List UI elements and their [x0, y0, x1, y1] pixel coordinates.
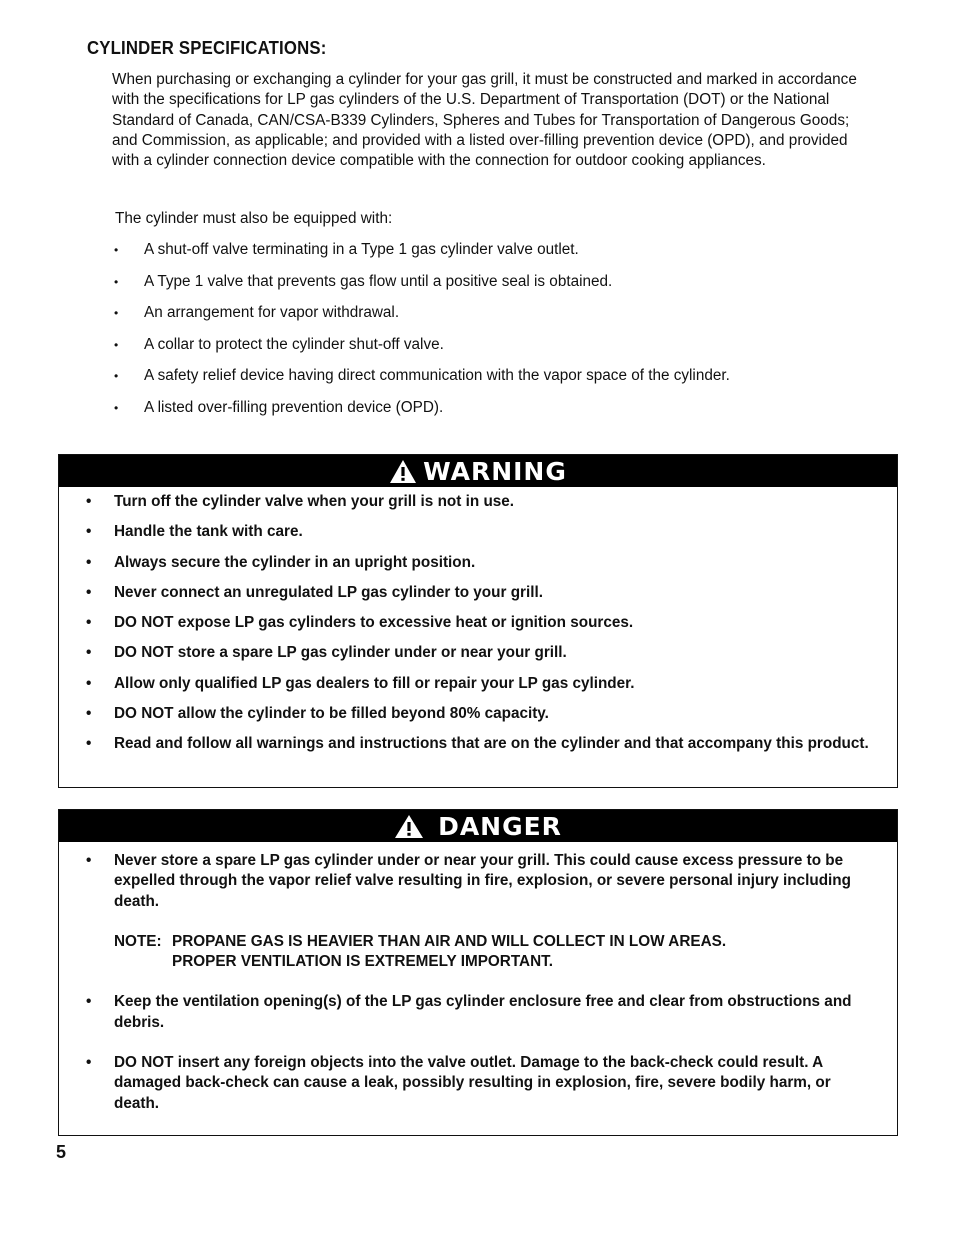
list-item: • A safety relief device having direct communication with the vapor space of the cylinder.: [114, 367, 730, 384]
list-item: • A collar to protect the cylinder shut-off valve.: [114, 335, 444, 353]
list-item: • DO NOT expose LP gas cylinders to excessive heat or ignition sources.: [86, 614, 634, 632]
list-item: • Read and follow all warnings and instructions that are on the cylinder and that accompany this product.: [86, 735, 869, 753]
list-item: • DO NOT insert any foreign objects into the valve outlet. Damage to the back-check could result. A damaged back-check can cause a leak, possibly resulting in explosion, fire, severe bodily harm, or death.: [86, 1054, 831, 1112]
warning-header: [59, 455, 897, 487]
note-line: PROPER VENTILATION IS EXTREMELY IMPORTANT.: [172, 953, 554, 971]
list-item: • Allow only qualified LP gas dealers to fill or repair your LP gas cylinder.: [86, 674, 635, 692]
note-line: PROPANE GAS IS HEAVIER THAN AIR AND WILL COLLECT IN LOW AREAS.: [172, 932, 727, 950]
warning-box: [58, 454, 898, 788]
danger-list: [59, 842, 897, 912]
danger-list-continued: [59, 972, 897, 1113]
warning-triangle-icon: [389, 459, 417, 484]
list-item: • Never connect an unregulated LP gas cylinder to your grill.: [86, 583, 543, 601]
danger-note: [59, 932, 897, 973]
list-item: • A shut-off valve terminating in a Type 1 gas cylinder valve outlet.: [114, 241, 579, 258]
list-item: • Never store a spare LP gas cylinder under or near your grill. This could cause excess pressure to be expelled through the vapor relief valve resulting in fire, explosion, or severe personal injury including death.: [86, 852, 851, 910]
list-item: • An arrangement for vapor withdrawal.: [114, 304, 400, 321]
warning-label: WARNING: [423, 456, 567, 486]
danger-label: DANGER: [438, 811, 562, 841]
equipment-list: [112, 240, 872, 429]
warning-triangle-icon: [394, 814, 424, 839]
list-item: • Always secure the cylinder in an upright position.: [86, 553, 476, 571]
list-item: • A Type 1 valve that prevents gas flow until a positive seal is obtained.: [114, 272, 613, 290]
danger-box: [58, 809, 898, 1136]
warning-list: [59, 487, 897, 765]
list-item: • DO NOT store a spare LP gas cylinder under or near your grill.: [86, 644, 567, 662]
list-item: • A listed over-filling prevention device (OPD).: [114, 398, 444, 416]
danger-header: [59, 810, 897, 842]
list-item: • Handle the tank with care.: [86, 523, 303, 541]
note-label: NOTE:: [114, 932, 162, 950]
page-number: 5: [56, 1142, 67, 1162]
list-item: • Keep the ventilation opening(s) of the LP gas cylinder enclosure free and clear from obstructions and debris.: [86, 993, 852, 1031]
list-item: • DO NOT allow the cylinder to be filled beyond 80% capacity.: [86, 705, 549, 723]
section-title: CYLINDER SPECIFICATIONS:: [87, 38, 327, 58]
equipment-lead: The cylinder must also be equipped with:: [115, 210, 393, 227]
list-item: • Turn off the cylinder valve when your grill is not in use.: [86, 493, 515, 510]
intro-paragraph: When purchasing or exchanging a cylinder for your gas grill, it must be constructed and marked in accordance with the specifications for LP gas cylinders of the U.S. Department of Transportation (DOT) or the National Standard of Canada, CAN/CSA-B339 Cylinders, Spheres and Tubes for Transportation of Dangerous Goods; and Commission, as applicable; and provided with a listed over-filling prevention device (OPD), and provided with a cylinder connection device compatible with the connection for outdoor cooking appliances.: [112, 71, 857, 170]
